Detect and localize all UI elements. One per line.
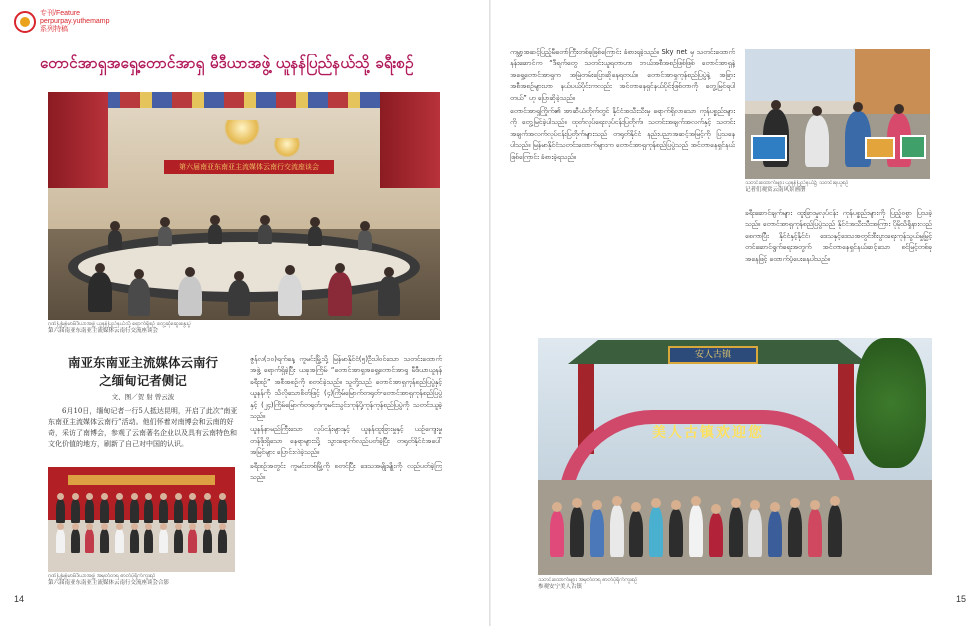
conference-photo	[48, 92, 440, 320]
right-caption-chinese: 记者们观赏云南风景画册	[745, 187, 806, 193]
paragraph: ဇွန်လ(၁၀)ရက်နေ့ ကူမင်းမြို့သို့ မြန်မာနိုင်ငံ(၅)ဦးပါဝင်သော သတင်းထောက်အဖွဲ့ ရောက်ရှိခဲ့ပြီး ယခုအကြိမ် “တောင်အာရှအရှေ့တောင်အာရှ မီဒီယာယူနန်ခရီးစဉ်” အစီအစဉ်ကို စတင်ခဲ့သည်။ သူတို့သည် တောင်အာရှကုန်စည်ပြပွဲနှင့် ယူနန်ကို သိလိုသောစိတ်ဖြင့် (၄)ကြိမ်မြောက်တရုတ်-တောင်အာရှကုန်စည်ပြပွဲနှင့် (၂၄)ကြိမ်မြောက်တရုတ်ကူမင်းသွင်းကုန်ပို့ကုန်ကုန်စည်ပြပွဲကို သတင်းယူခဲ့သည်။	[250, 355, 442, 421]
masthead-line-3: 系列特稿	[40, 26, 68, 33]
magazine-logo-icon	[14, 11, 36, 33]
group-photo-small	[48, 467, 235, 572]
caption-burmese: ဂုဏ်ပြုမြန်မာမီဒီယာအဖွဲ့ ယူနန်ပြည်နယ်သို့ ရောက်ရှိစဉ် တွေ့ဆုံဆွေးနွေးပွဲ	[48, 321, 191, 327]
gate-photo-caption	[538, 577, 738, 591]
page-gutter	[489, 0, 491, 626]
text-column-page14	[250, 354, 442, 579]
ancient-town-gate-photo	[538, 338, 932, 575]
gate-sign: 安人古镇	[668, 346, 758, 364]
masthead-text	[40, 10, 110, 34]
small-photo-caption	[48, 573, 238, 587]
gate-caption-burmese: သတင်းထောက်များ အမှတ်တရ ဓာတ်ပုံရိုက်ကူးစဉ်	[538, 577, 638, 583]
gate-caption-chinese: 参观安宁美人古镇	[538, 584, 583, 590]
text-column-page15-left	[510, 47, 735, 330]
small-caption-chinese: 第六届南亚东南亚主流媒体云南行交流座谈会合影	[48, 580, 170, 586]
chinese-article-body: 6月10日，缅甸记者一行5人抵达昆明，开启了此次“南亚东南亚主流媒体云南行”活动。他们怀着对南博会和云南的好奇，采访了南博会，参观了云南著名企业以及具有云南特色和文化价值的地方，刷新了自己对中国的认识。	[48, 407, 238, 448]
paragraph: တောင်အာရှကြိုက်၏ အာဆီယံတိုက်တွင် နိုင်ငံအသီးသီးမှ ရောက်ရှိလာသော ကုန်ပစ္စည်းများကို တွေ့မြင်ခဲ့ပါသည်။ ထုတ်လုပ်ရေးလုပ်ငန်းပြတိုက်၊ သတင်းအချက်အလက်နှင့် သတင်းအချက်အလက်လုပ်ငန်းပြတိုက်များသည် တရုတ်နိုင်ငံ နည်းပညာအဆင့်အမြင့်ကို ပြသနေပါသည်။ မြန်မာနိုင်ငံသတင်းထောက်များက တောင်အာရှကုန်စည်ပြပွဲသည် အင်တာနေရှင်နယ်ဖြစ်ကြောင်း ခံစားခဲ့ရသည်။	[510, 107, 735, 161]
page-number-right: 15	[955, 594, 966, 604]
paragraph: ကမ္ဘာ့အဆင့်ပြည့်မီတော်ကြီးတစ်ခုဖြစ်ကြောင်း ခံစားရခဲ့သည်။ Sky net မှ သတင်းထောက် နန်းဆောင်က “ဒီရက်တွေ သတင်းယူရတာဟာ ဘယ်အစီအစဉ်ဖြစ်ဖြစ် တောင်အာရှနဲ့ အရှေ့တောင်အာရှက အမြဲတမ်းပြောဆိုနေရတယ်။ တောင်အာရှကုန်စည်ပြပွဲနဲ့ အခြားအစီအစဉ်များဟာ နယ်ပယ်ပိုင်းကလည်း အင်တာနေရှင်နယ်ပိုင်းဖြစ်တာကို တွေ့မြင်ရပါတယ်” ဟု ပြောဆိုခဲ့သည်။	[510, 48, 735, 102]
caption-chinese: 第六届南亚东南亚主流媒体云南行交流座谈会	[48, 328, 159, 334]
chinese-title-line-2: 之缅甸记者侧记	[99, 373, 187, 388]
text-column-page15-right	[745, 208, 932, 333]
chinese-title-line-1: 南亚东南亚主流媒体云南行	[67, 355, 218, 370]
paragraph: ယူနန်နာမည်ကြီးသော လုပ်ငန်းများနှင့် ယူနန်ထူးခြားမှုနှင့် ယဉ်ကျေးမှုတန်ဖိုးရှိသော နေရာများသို့ သွားရောက်လည်ပတ်ခဲ့ပြီး တရုတ်နိုင်ငံအပေါ် အမြင်များ ပြောင်းလဲခဲ့သည်။	[250, 425, 442, 457]
masthead	[14, 10, 110, 34]
page-number-left: 14	[14, 594, 25, 604]
article-headline: တောင်အာရှအရှေ့တောင်အာရှ မီဒီယာအဖွဲ့ ယူနန်ပြည်နယ်သို့ ခရီးစဉ်	[40, 54, 414, 72]
small-caption-burmese: ဂုဏ်ပြုမြန်မာမီဒီယာအဖွဲ့ အမှတ်တရ ဓာတ်ပုံရိုက်ကူးစဉ်	[48, 573, 156, 579]
welcome-arch-text: 美人古镇欢迎您	[652, 425, 764, 441]
chinese-article-title	[48, 354, 238, 390]
right-caption-burmese: သတင်းထောက်များ ယူနန်ပြည်နယ်၌ သတင်းရယူစဉ်	[745, 180, 849, 186]
journalists-photo-caption	[745, 180, 930, 194]
paragraph: ခရီးဆောင်ချက်များ ထူးခြားမှုလုပ်ငန်း ကုန်ပစ္စည်းများကို ပြည့်ဝစွာ ပြသခဲ့သည်။ တောင်အာရှကုန်စည်ပြပွဲသည် နိုင်ငံအသီးသီးအကြား ပိုမိုသိရှိနားလည်စေကာပြီး နိုင်ငံနှင့်နိုင်ငံ၊ ဒေသနှင့်ဒေသအတွင်းစီးပွားရေးကုန်သွယ်မှုမြှင့်တင်ဆောင်ရွက်ရေးအတွက် အင်တာနေရှင်နယ်ဆင့်သော စင်မြင့်တစ်ခုအနေဖြင့် ထောက်ပံ့ပေးနေပါသည်။	[745, 209, 932, 263]
chinese-byline: 文、图／贺 射 曾云波	[111, 393, 175, 401]
journalists-photo	[745, 49, 930, 179]
conference-photo-caption	[48, 321, 440, 335]
masthead-line-2: perpurpay.yuthemamp	[40, 18, 110, 25]
paragraph: ခရီးစဉ်အတွင်း ကူမင်းတစ်မြို့ကို စတင်ပြီး ဒေသအမျိုးမျိုးကို လည်ပတ်ခဲ့ကြသည်။	[250, 461, 442, 482]
conference-banner: 第六届南亚东南亚主流媒体云南行交流座谈会	[164, 160, 334, 174]
masthead-line-1: 专刊/Feature	[40, 10, 81, 17]
